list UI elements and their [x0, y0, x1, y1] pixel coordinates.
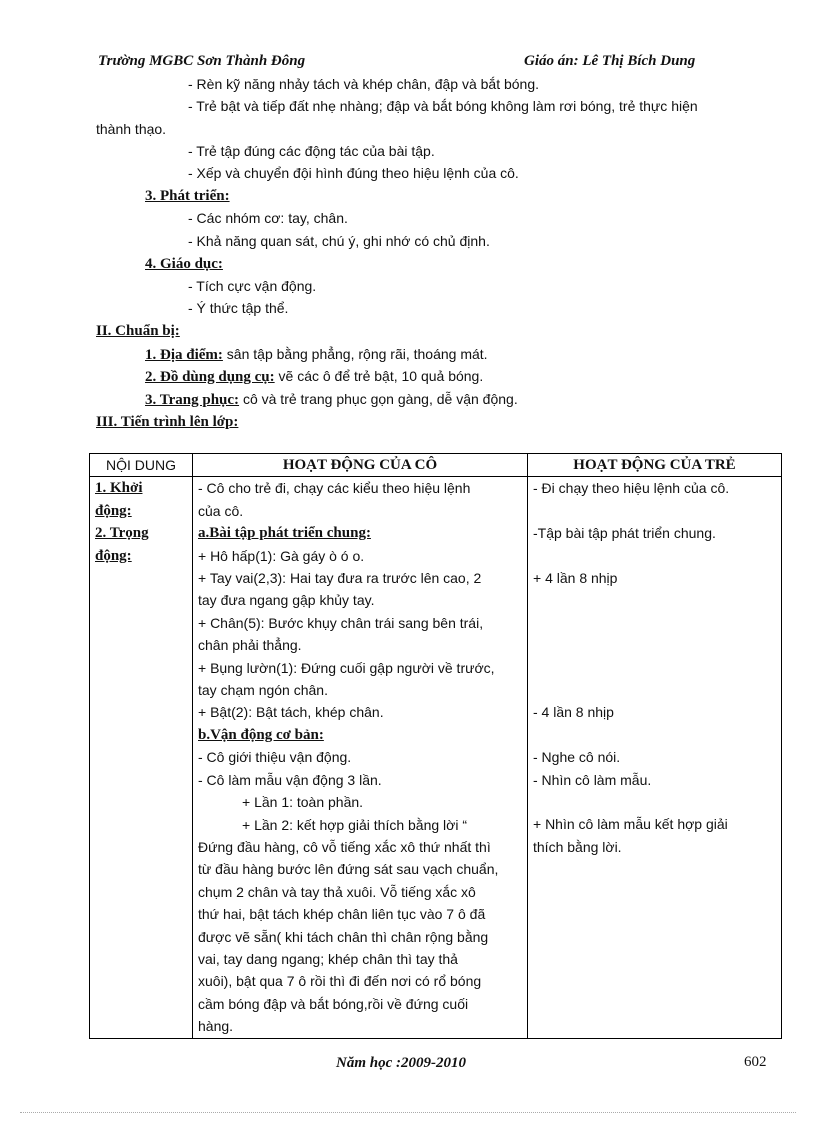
teacher-line: chụm 2 chân và tay thả xuôi. Vỗ tiếng xắc xô: [198, 883, 476, 900]
teacher-line: + Chân(5): Bước khụy chân trái sang bên trái,: [198, 614, 484, 631]
objective-line: - Trẻ tập đúng các động tác của bài tập.: [188, 143, 435, 159]
child-spacer: [533, 634, 776, 656]
teacher-line: từ đầu hàng bước lên đứng sát sau vạch chuẩn,: [198, 861, 499, 878]
child-line: thích bằng lời.: [533, 838, 622, 855]
objective-line: - Ý thức tập thể.: [188, 300, 289, 316]
section-heading: 4. Giáo dục:: [145, 256, 223, 272]
objective-line: - Các nhóm cơ: tay, chân.: [188, 210, 348, 226]
teacher-line: hàng.: [198, 1018, 234, 1035]
objective-line: thành thạo.: [96, 121, 167, 137]
teacher-line: + Lần 2: kết hợp giải thích bằng lời “: [242, 816, 467, 833]
teacher-line: - Cô giới thiệu vận động.: [198, 749, 352, 766]
page-number: 602: [744, 1054, 767, 1070]
teacher-line: tay đưa ngang gập khủy tay.: [198, 592, 375, 609]
preparation-text: cô và trẻ trang phục gọn gàng, dễ vận động.: [239, 391, 518, 407]
lesson-plan-table: [89, 453, 782, 1039]
header-author: Giáo án: Lê Thị Bích Dung: [524, 53, 696, 69]
preparation-label: 2. Đồ dùng dụng cụ:: [145, 369, 275, 385]
teacher-subheading: a.Bài tập phát triển chung:: [198, 525, 371, 542]
header-content: NỘI DUNG: [90, 454, 193, 477]
preparation-text: sân tập bằng phẳng, rộng rãi, thoáng mát.: [222, 346, 488, 362]
teacher-line: + Lần 1: toàn phần.: [242, 794, 364, 811]
teacher-line: - Cô làm mẫu vận động 3 lần.: [198, 771, 382, 788]
teacher-line: tay chạm ngón chân.: [198, 682, 328, 699]
objective-line: - Rèn kỹ năng nhảy tách và khép chân, đập và bắt bóng.: [188, 76, 540, 92]
child-spacer: [533, 500, 776, 522]
content-cell: [90, 477, 193, 1038]
teacher-line: + Bật(2): Bật tách, khép chân.: [198, 704, 384, 721]
teacher-line: + Tay vai(2,3): Hai tay đưa ra trước lên cao, 2: [198, 570, 482, 587]
teacher-line: được vẽ sẵn( khi tách chân thì chân rộng bằng: [198, 928, 489, 945]
preparation-line: [145, 389, 518, 410]
child-spacer: [533, 545, 776, 567]
objective-line: - Tích cực vận động.: [188, 278, 317, 294]
child-line: + Nhìn cô làm mẫu kết hợp giải: [533, 816, 728, 833]
teacher-line: của cô.: [198, 502, 244, 519]
child-line: - Nghe cô nói.: [533, 749, 621, 766]
child-line: -Tập bài tập phát triển chung.: [533, 525, 716, 542]
preparation-label: 3. Trang phục:: [145, 392, 240, 408]
preparation-line: [145, 366, 483, 387]
child-spacer: [533, 724, 776, 746]
section-heading: 3. Phát triển:: [145, 188, 230, 204]
table-header-row: [90, 454, 782, 477]
content-line: động:: [95, 502, 132, 519]
child-line: + 4 lần 8 nhịp: [533, 570, 618, 586]
child-spacer: [533, 679, 776, 701]
preparation-line: [145, 344, 488, 365]
teacher-line: + Hô hấp(1): Gà gáy ò ó o.: [198, 547, 365, 564]
content-line: động:: [95, 547, 132, 564]
child-cell: [528, 477, 782, 1038]
preparation-text: vẽ các ô để trẻ bật, 10 quả bóng.: [274, 368, 484, 384]
teacher-line: cầm bóng đập và bắt bóng,rồi về đứng cuối: [198, 995, 469, 1012]
header-school: Trường MGBC Sơn Thành Đông: [98, 53, 306, 69]
objective-line: - Trẻ bật và tiếp đất nhẹ nhàng; đập và bắt bóng không làm rơi bóng, trẻ thực hiện: [188, 98, 698, 114]
child-spacer: [533, 589, 776, 611]
teacher-line: xuôi), bật qua 7 ô rồi thì đi đến nơi có rổ bóng: [198, 973, 482, 990]
teacher-line: - Cô cho trẻ đi, chạy các kiểu theo hiệu lệnh: [198, 480, 471, 497]
page-bottom-divider: [20, 1112, 796, 1113]
teacher-subheading: b.Vận động cơ bản:: [198, 726, 324, 743]
child-line: - 4 lần 8 nhịp: [533, 704, 614, 721]
child-spacer: [533, 612, 776, 634]
objective-line: - Khả năng quan sát, chú ý, ghi nhớ có chủ định.: [188, 233, 490, 249]
child-spacer: [533, 657, 776, 679]
section-heading: II. Chuẩn bị:: [96, 323, 180, 339]
content-line: 2. Trọng: [95, 525, 149, 542]
teacher-line: Đứng đầu hàng, cô vỗ tiếng xắc xô thứ nhất thì: [198, 838, 491, 855]
content-line: 1. Khởi: [95, 480, 143, 497]
child-line: - Nhìn cô làm mẫu.: [533, 771, 652, 788]
teacher-line: chân phải thẳng.: [198, 637, 302, 654]
table-row: [90, 477, 782, 1038]
objective-line: - Xếp và chuyển đội hình đúng theo hiệu lệnh của cô.: [188, 165, 519, 181]
teacher-line: vai, tay dang ngang; khép chân thì tay thả: [198, 950, 458, 967]
teacher-cell: [193, 477, 528, 1038]
footer-school-year: Năm học :2009-2010: [336, 1055, 466, 1071]
section-heading: III. Tiến trình lên lớp:: [96, 414, 239, 430]
child-line: - Đi chạy theo hiệu lệnh của cô.: [533, 480, 730, 497]
header-teacher: HOẠT ĐỘNG CỦA CÔ: [193, 454, 528, 477]
teacher-line: + Bụng lườn(1): Đứng cuối gập người về trước,: [198, 659, 495, 676]
preparation-label: 1. Địa điểm:: [145, 347, 223, 363]
teacher-line: thứ hai, bật tách khép chân liên tục vào 7 ô đã: [198, 906, 486, 923]
header-child: HOẠT ĐỘNG CỦA TRẺ: [528, 454, 782, 477]
child-spacer: [533, 791, 776, 813]
